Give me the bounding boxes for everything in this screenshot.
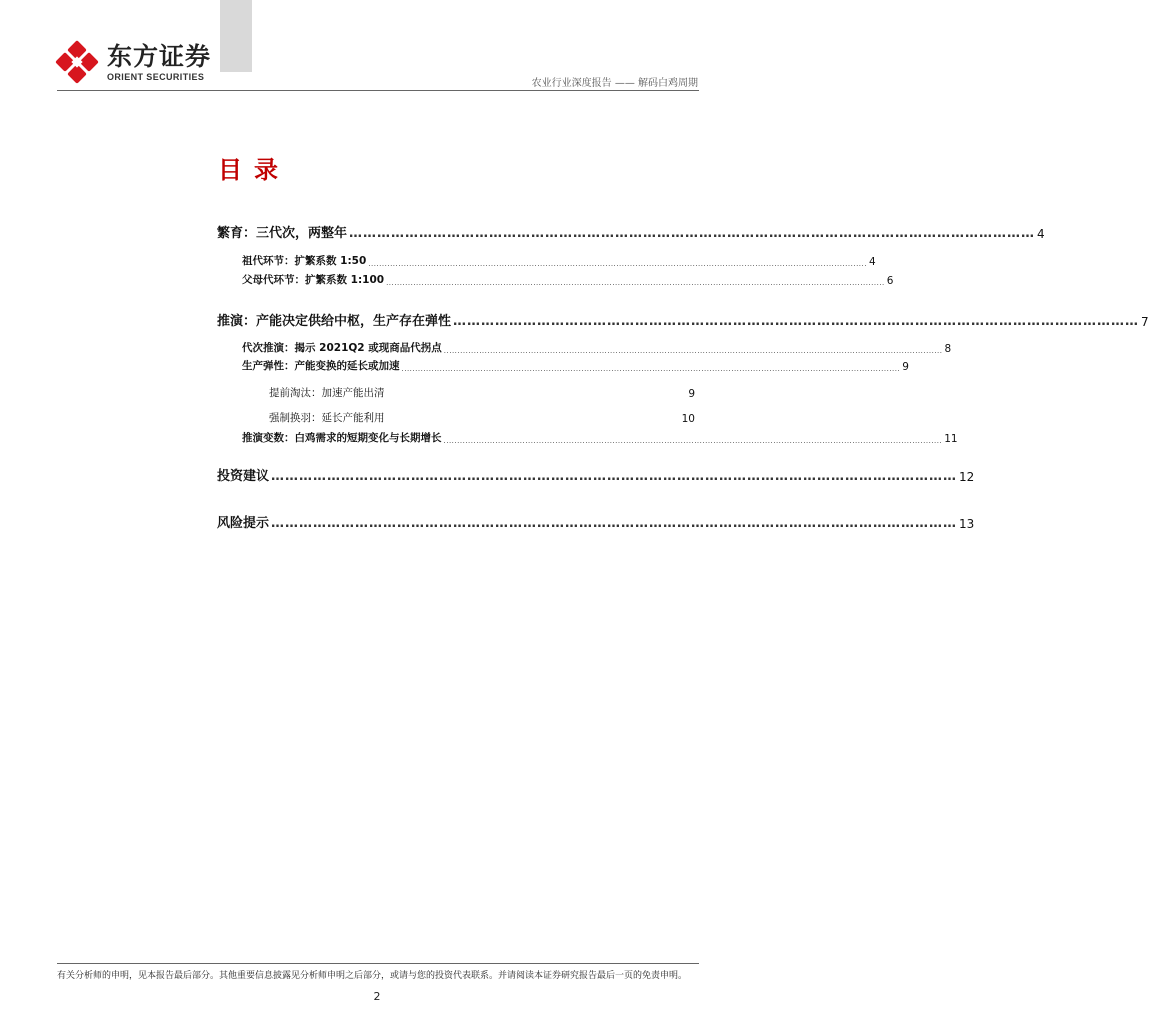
company-logo: [57, 42, 217, 84]
toc-leader: .......................................................................................................................................................................................: [443, 347, 943, 355]
toc-entry[interactable]: [242, 272, 894, 287]
toc-entry-page: 9: [902, 361, 909, 373]
toc-entry-label: 提前淘汰：加速产能出清: [269, 387, 385, 399]
toc-entry-page: 4: [1037, 227, 1045, 241]
toc-entry-label: 投资建议: [217, 469, 270, 484]
page-number: 2: [373, 990, 381, 1003]
toc-leader: …………………………………………………………………………………………………………………………………: [453, 314, 1140, 329]
toc-entry[interactable]: [242, 340, 952, 355]
toc-entry-label: 生产弹性：产能变换的延长或加速: [242, 360, 400, 372]
toc-entry-page: 8: [944, 343, 952, 355]
toc-entry-page: 9: [688, 388, 695, 400]
toc-entry[interactable]: [242, 358, 909, 373]
toc-entry-label: 父母代环节：扩繁系数 1:100: [242, 274, 385, 286]
toc-entry-label: 推演：产能决定供给中枢，生产存在弹性: [217, 314, 452, 329]
toc-entry[interactable]: [242, 430, 958, 445]
toc-leader: …………………………………………………………………………………………………………………………………: [349, 226, 1036, 241]
toc-entry-page: 10: [681, 413, 695, 425]
toc-entry[interactable]: [269, 410, 695, 425]
toc-entry-page: 6: [886, 275, 894, 287]
toc-entry-label: 祖代环节：扩繁系数 1:50: [242, 255, 367, 267]
toc-leader: …………………………………………………………………………………………………………………………………: [271, 516, 958, 531]
toc-leader: .......................................................................................................................................................................................: [368, 260, 867, 268]
toc-entry-label: 繁育：三代次，两整年: [217, 226, 348, 241]
toc-entry-page: 11: [944, 433, 958, 445]
toc-entry[interactable]: [269, 385, 695, 400]
header-decor-bar: [220, 0, 252, 72]
brand-name-en: ORIENT SECURITIES: [107, 72, 205, 82]
toc-leader: .......................................................................................................................................................................................: [443, 437, 943, 445]
toc-entry-label: 强制换羽：延长产能利用: [269, 412, 385, 424]
header-divider: [57, 90, 699, 91]
toc-entry-label: 代次推演：揭示 2021Q2 或现商品代拐点: [242, 342, 442, 354]
toc-leader: .......................................................................................................................................................................................: [401, 365, 901, 373]
toc-entry-label: 推演变数：白鸡需求的短期变化与长期增长: [242, 432, 442, 444]
toc-leader: .......................................................................................................................................................................................: [386, 279, 885, 287]
toc-entry[interactable]: [242, 253, 876, 268]
toc-entry[interactable]: [217, 512, 975, 531]
toc-entry-page: 12: [959, 470, 975, 484]
toc-leader: …………………………………………………………………………………………………………………………………: [271, 469, 958, 484]
toc-entry-page: 13: [959, 517, 975, 531]
toc-entry[interactable]: [217, 465, 975, 484]
toc-entry-page: 4: [868, 256, 876, 268]
report-title: 农业行业深度报告 —— 解码白鸡周期: [531, 78, 698, 89]
toc-entry-label: 风险提示: [217, 516, 270, 531]
toc-heading: 目录: [218, 156, 290, 184]
footer-disclaimer: 有关分析师的申明，见本报告最后部分。其他重要信息披露见分析师申明之后部分，或请与您的投资代表联系。并请阅读本证券研究报告最后一页的免责申明。: [57, 971, 688, 981]
toc-entry[interactable]: [217, 222, 1045, 241]
toc-entry[interactable]: [217, 310, 1149, 329]
footer-divider: [57, 963, 699, 964]
orient-logo-icon: [57, 42, 97, 82]
toc-entry-page: 7: [1141, 315, 1149, 329]
brand-name-cn: 东方证券: [107, 42, 212, 71]
